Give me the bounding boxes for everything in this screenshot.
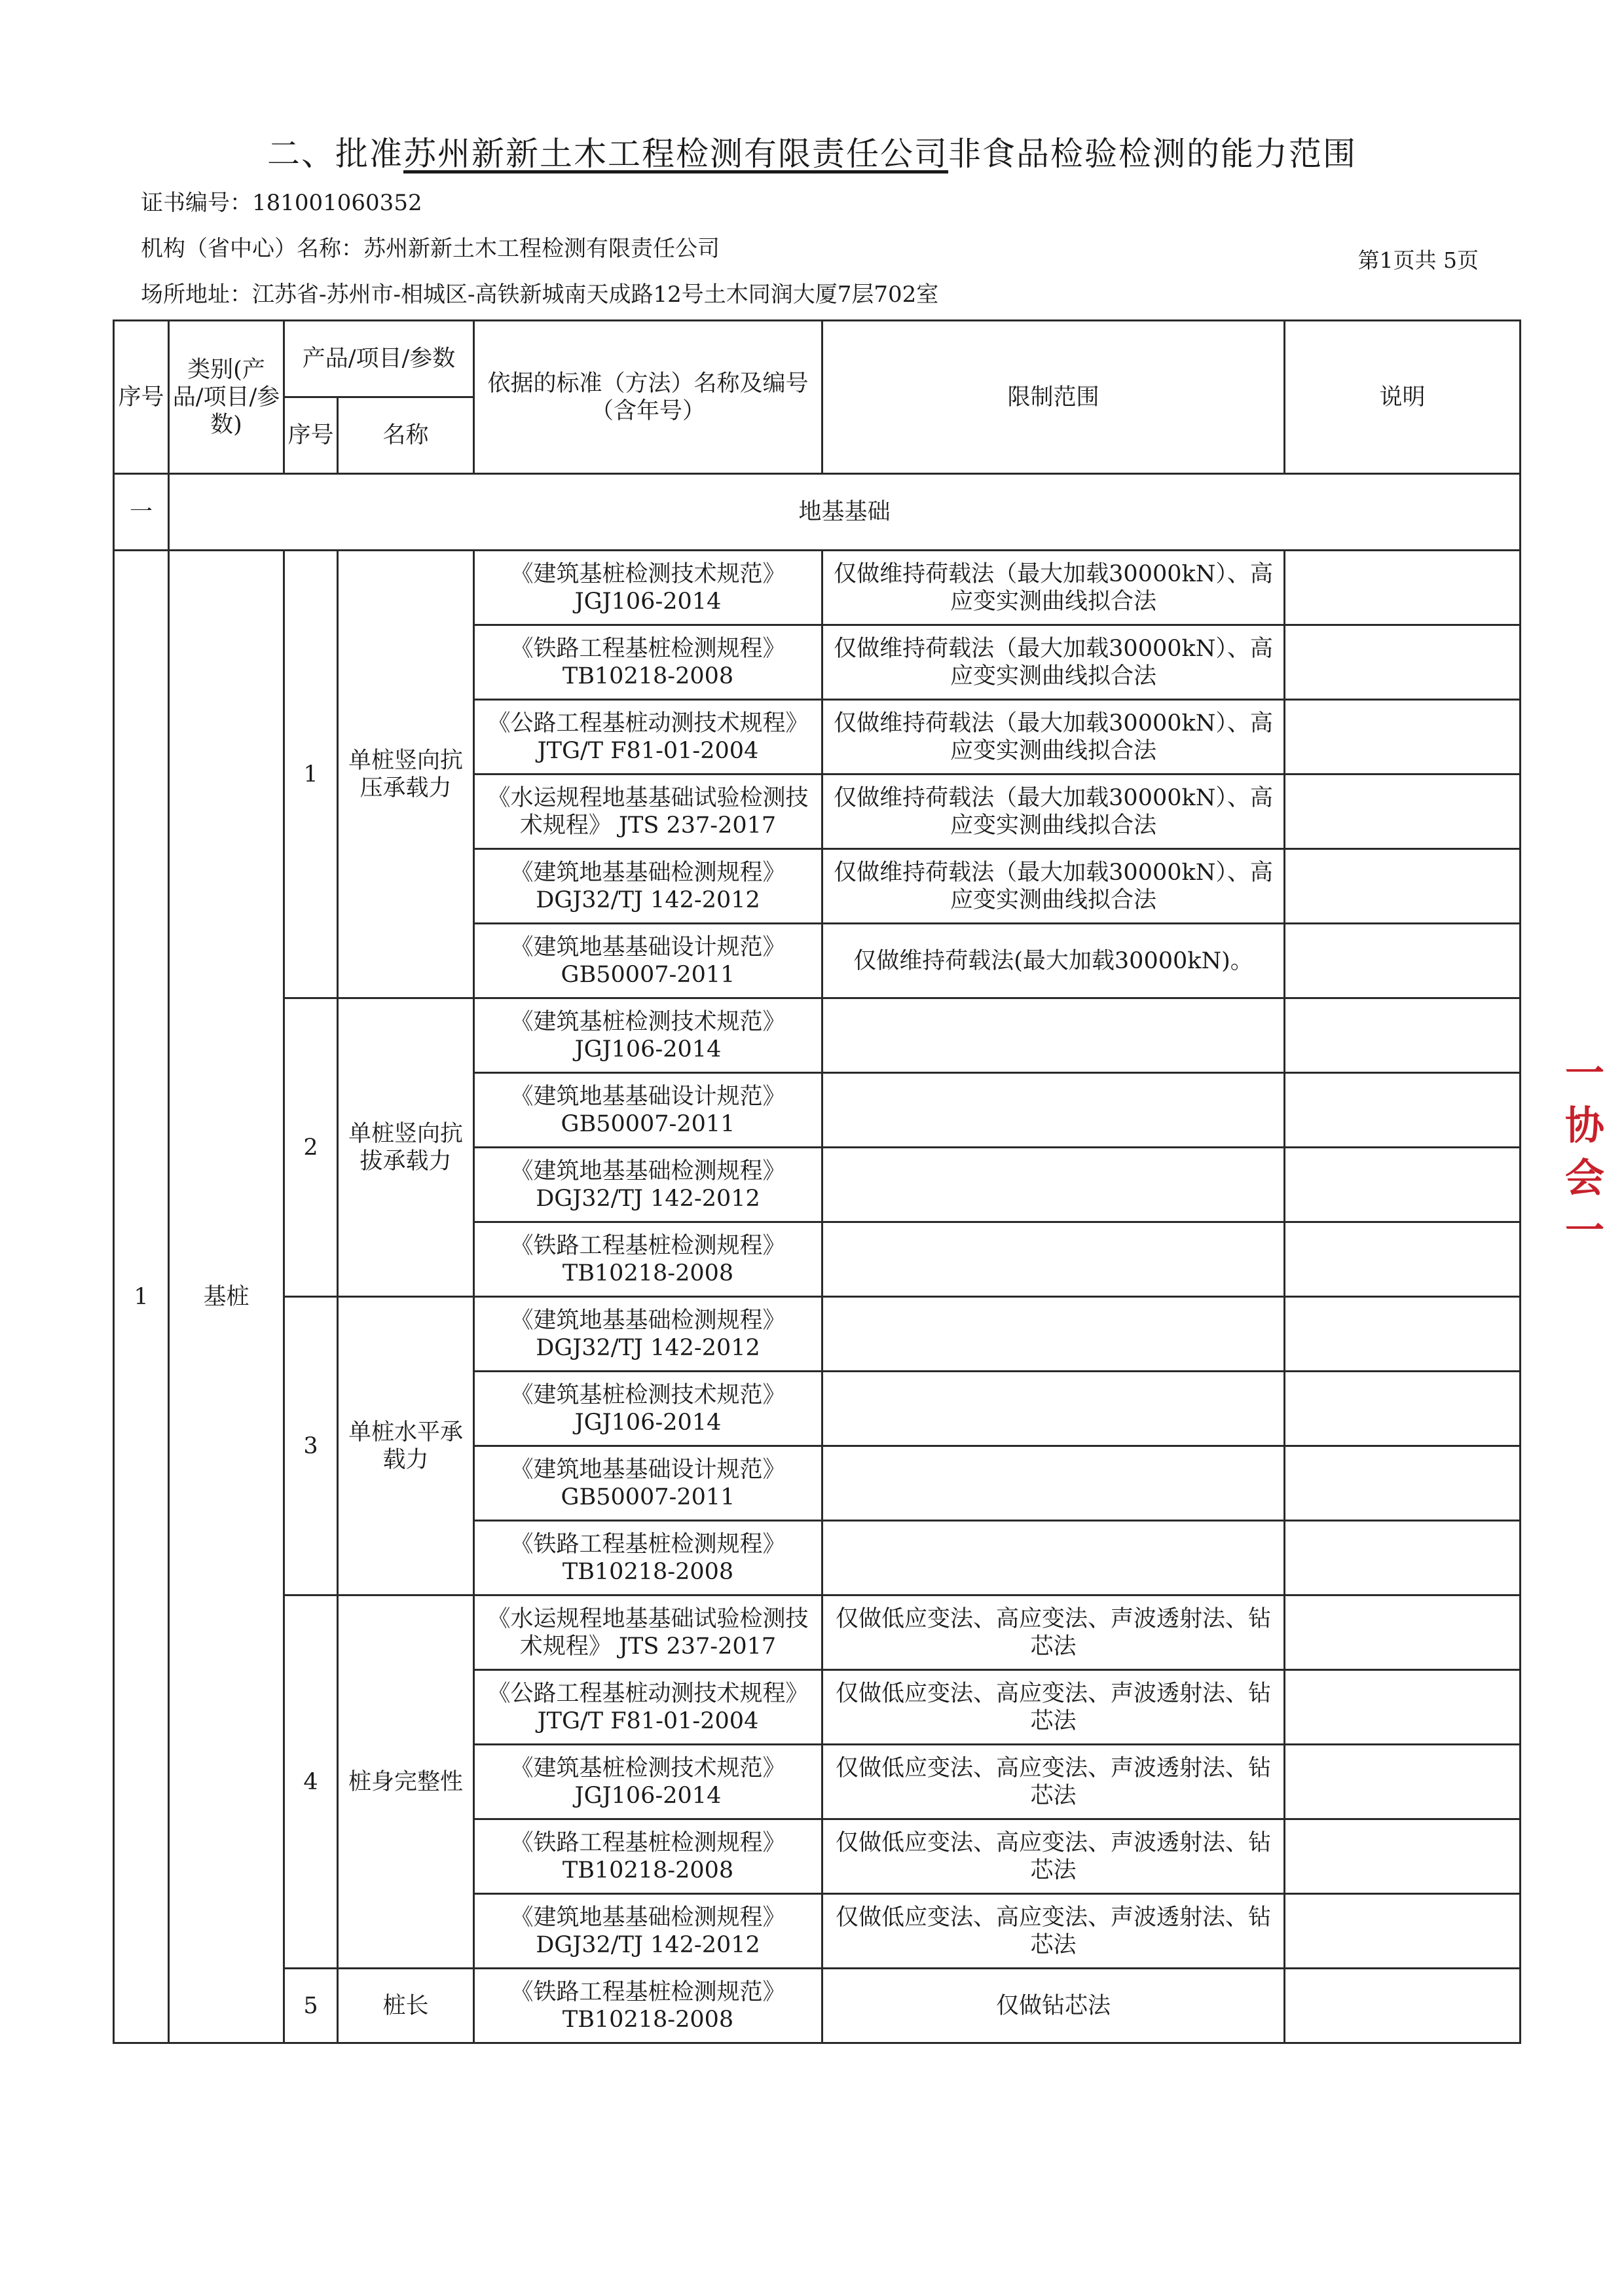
limit-cell bbox=[822, 1521, 1285, 1595]
standard-cell: 《公路工程基桩动测技术规程》 JTG/T F81-01-2004 bbox=[474, 1670, 822, 1745]
item-num: 5 bbox=[284, 1969, 338, 2043]
note-cell bbox=[1285, 774, 1521, 849]
note-cell bbox=[1285, 1297, 1521, 1372]
scope-table bbox=[113, 319, 1521, 2044]
item-name: 单桩竖向抗拔承载力 bbox=[338, 998, 474, 1297]
standard-cell: 《建筑地基基础检测规程》DGJ32/TJ 142-2012 bbox=[474, 1148, 822, 1222]
note-cell bbox=[1285, 1073, 1521, 1148]
header-category: 类别(产品/项目/参数) bbox=[169, 321, 284, 474]
limit-cell: 仅做维持荷载法（最大加载30000kN）、高应变实测曲线拟合法 bbox=[822, 551, 1285, 625]
standard-cell: 《公路工程基桩动测技术规程》 JTG/T F81-01-2004 bbox=[474, 700, 822, 774]
org-name: 机构（省中心）名称：苏州新新土木工程检测有限责任公司 bbox=[141, 236, 720, 262]
standard-cell: 《铁路工程基桩检测规程》TB10218-2008 bbox=[474, 1819, 822, 1894]
standard-cell: 《建筑地基基础检测规程》DGJ32/TJ 142-2012 bbox=[474, 849, 822, 924]
note-cell bbox=[1285, 1819, 1521, 1894]
standard-cell: 《建筑基桩检测技术规范》JGJ106-2014 bbox=[474, 1745, 822, 1819]
limit-cell: 仅做低应变法、高应变法、声波透射法、钻芯法 bbox=[822, 1745, 1285, 1819]
item-name: 单桩水平承载力 bbox=[338, 1297, 474, 1595]
standard-cell: 《铁路工程基桩检测规程》TB10218-2008 bbox=[474, 1521, 822, 1595]
table-row bbox=[114, 1595, 1521, 1670]
limit-cell bbox=[822, 1222, 1285, 1297]
limit-cell: 仅做低应变法、高应变法、声波透射法、钻芯法 bbox=[822, 1894, 1285, 1969]
table-row bbox=[114, 998, 1521, 1073]
header-limit: 限制范围 bbox=[822, 321, 1285, 474]
section-num: 一 bbox=[114, 474, 169, 551]
note-cell bbox=[1285, 1222, 1521, 1297]
note-cell bbox=[1285, 1894, 1521, 1969]
note-cell bbox=[1285, 700, 1521, 774]
limit-cell: 仅做钻芯法 bbox=[822, 1969, 1285, 2043]
standard-cell: 《水运规程地基基础试验检测技术规程》 JTS 237-2017 bbox=[474, 1595, 822, 1670]
limit-cell bbox=[822, 1372, 1285, 1446]
header-note: 说明 bbox=[1285, 321, 1521, 474]
standard-cell: 《建筑基桩检测技术规范》JGJ106-2014 bbox=[474, 998, 822, 1073]
limit-cell: 仅做维持荷载法（最大加载30000kN）、高应变实测曲线拟合法 bbox=[822, 849, 1285, 924]
site-address: 场所地址：江苏省-苏州市-相城区-高铁新城南天成路12号土木同润大厦7层702室 bbox=[141, 282, 939, 308]
item-num: 1 bbox=[284, 551, 338, 998]
item-num: 4 bbox=[284, 1595, 338, 1969]
limit-cell: 仅做低应变法、高应变法、声波透射法、钻芯法 bbox=[822, 1670, 1285, 1745]
note-cell bbox=[1285, 625, 1521, 700]
item-name: 桩长 bbox=[338, 1969, 474, 2043]
limit-cell: 仅做维持荷载法（最大加载30000kN）、高应变实测曲线拟合法 bbox=[822, 625, 1285, 700]
note-cell bbox=[1285, 1372, 1521, 1446]
page-title bbox=[0, 128, 1624, 175]
table-row bbox=[114, 1297, 1521, 1372]
note-cell bbox=[1285, 998, 1521, 1073]
title-company: 苏州新新土木工程检测有限责任公司 bbox=[403, 135, 948, 173]
note-cell bbox=[1285, 849, 1521, 924]
item-name: 单桩竖向抗压承载力 bbox=[338, 551, 474, 998]
page-info: 第1页共 5页 bbox=[1357, 247, 1479, 273]
item-name: 桩身完整性 bbox=[338, 1595, 474, 1969]
header-product: 产品/项目/参数 bbox=[284, 321, 474, 397]
header-sub-seq: 序号 bbox=[284, 397, 338, 474]
limit-cell: 仅做维持荷载法（最大加载30000kN）、高应变实测曲线拟合法 bbox=[822, 700, 1285, 774]
note-cell bbox=[1285, 1446, 1521, 1521]
group-category: 基桩 bbox=[169, 551, 284, 2043]
standard-cell: 《建筑地基基础检测规程》DGJ32/TJ 142-2012 bbox=[474, 1894, 822, 1969]
cert-number: 证书编号：181001060352 bbox=[141, 190, 422, 216]
header-standard: 依据的标准（方法）名称及编号（含年号） bbox=[474, 321, 822, 474]
limit-cell: 仅做维持荷载法(最大加载30000kN)。 bbox=[822, 924, 1285, 998]
limit-cell bbox=[822, 998, 1285, 1073]
note-cell bbox=[1285, 551, 1521, 625]
limit-cell bbox=[822, 1446, 1285, 1521]
standard-cell: 《建筑地基基础设计规范》GB50007-2011 bbox=[474, 1073, 822, 1148]
note-cell bbox=[1285, 1148, 1521, 1222]
standard-cell: 《铁路工程基桩检测规范》TB10218-2008 bbox=[474, 1969, 822, 2043]
standard-cell: 《建筑基桩检测技术规范》JGJ106-2014 bbox=[474, 551, 822, 625]
note-cell bbox=[1285, 1595, 1521, 1670]
limit-cell bbox=[822, 1297, 1285, 1372]
group-seq: 1 bbox=[114, 551, 169, 2043]
title-suffix: 非食品检验检测的能力范围 bbox=[948, 135, 1357, 173]
scope-table-body bbox=[114, 321, 1521, 2043]
item-num: 3 bbox=[284, 1297, 338, 1595]
item-num: 2 bbox=[284, 998, 338, 1297]
red-seal-stamp: 一 协 会 一 bbox=[1565, 1051, 1604, 1254]
limit-cell bbox=[822, 1148, 1285, 1222]
note-cell bbox=[1285, 924, 1521, 998]
header-seq: 序号 bbox=[114, 321, 169, 474]
standard-cell: 《建筑地基基础设计规范》GB50007-2011 bbox=[474, 1446, 822, 1521]
table-row bbox=[114, 551, 1521, 625]
title-prefix: 二、批准 bbox=[267, 135, 403, 173]
note-cell bbox=[1285, 1745, 1521, 1819]
section-name: 地基基础 bbox=[169, 474, 1521, 551]
section-row bbox=[114, 474, 1521, 551]
standard-cell: 《建筑地基基础检测规程》DGJ32/TJ 142-2012 bbox=[474, 1297, 822, 1372]
standard-cell: 《水运规程地基基础试验检测技术规程》 JTS 237-2017 bbox=[474, 774, 822, 849]
limit-cell: 仅做低应变法、高应变法、声波透射法、钻芯法 bbox=[822, 1819, 1285, 1894]
table-row bbox=[114, 1969, 1521, 2043]
standard-cell: 《铁路工程基桩检测规程》TB10218-2008 bbox=[474, 1222, 822, 1297]
standard-cell: 《建筑地基基础设计规范》GB50007-2011 bbox=[474, 924, 822, 998]
note-cell bbox=[1285, 1521, 1521, 1595]
standard-cell: 《建筑基桩检测技术规范》JGJ106-2014 bbox=[474, 1372, 822, 1446]
note-cell bbox=[1285, 1969, 1521, 2043]
limit-cell bbox=[822, 1073, 1285, 1148]
limit-cell: 仅做维持荷载法（最大加载30000kN）、高应变实测曲线拟合法 bbox=[822, 774, 1285, 849]
header-row-1 bbox=[114, 321, 1521, 397]
standard-cell: 《铁路工程基桩检测规程》TB10218-2008 bbox=[474, 625, 822, 700]
limit-cell: 仅做低应变法、高应变法、声波透射法、钻芯法 bbox=[822, 1595, 1285, 1670]
header-name: 名称 bbox=[338, 397, 474, 474]
note-cell bbox=[1285, 1670, 1521, 1745]
